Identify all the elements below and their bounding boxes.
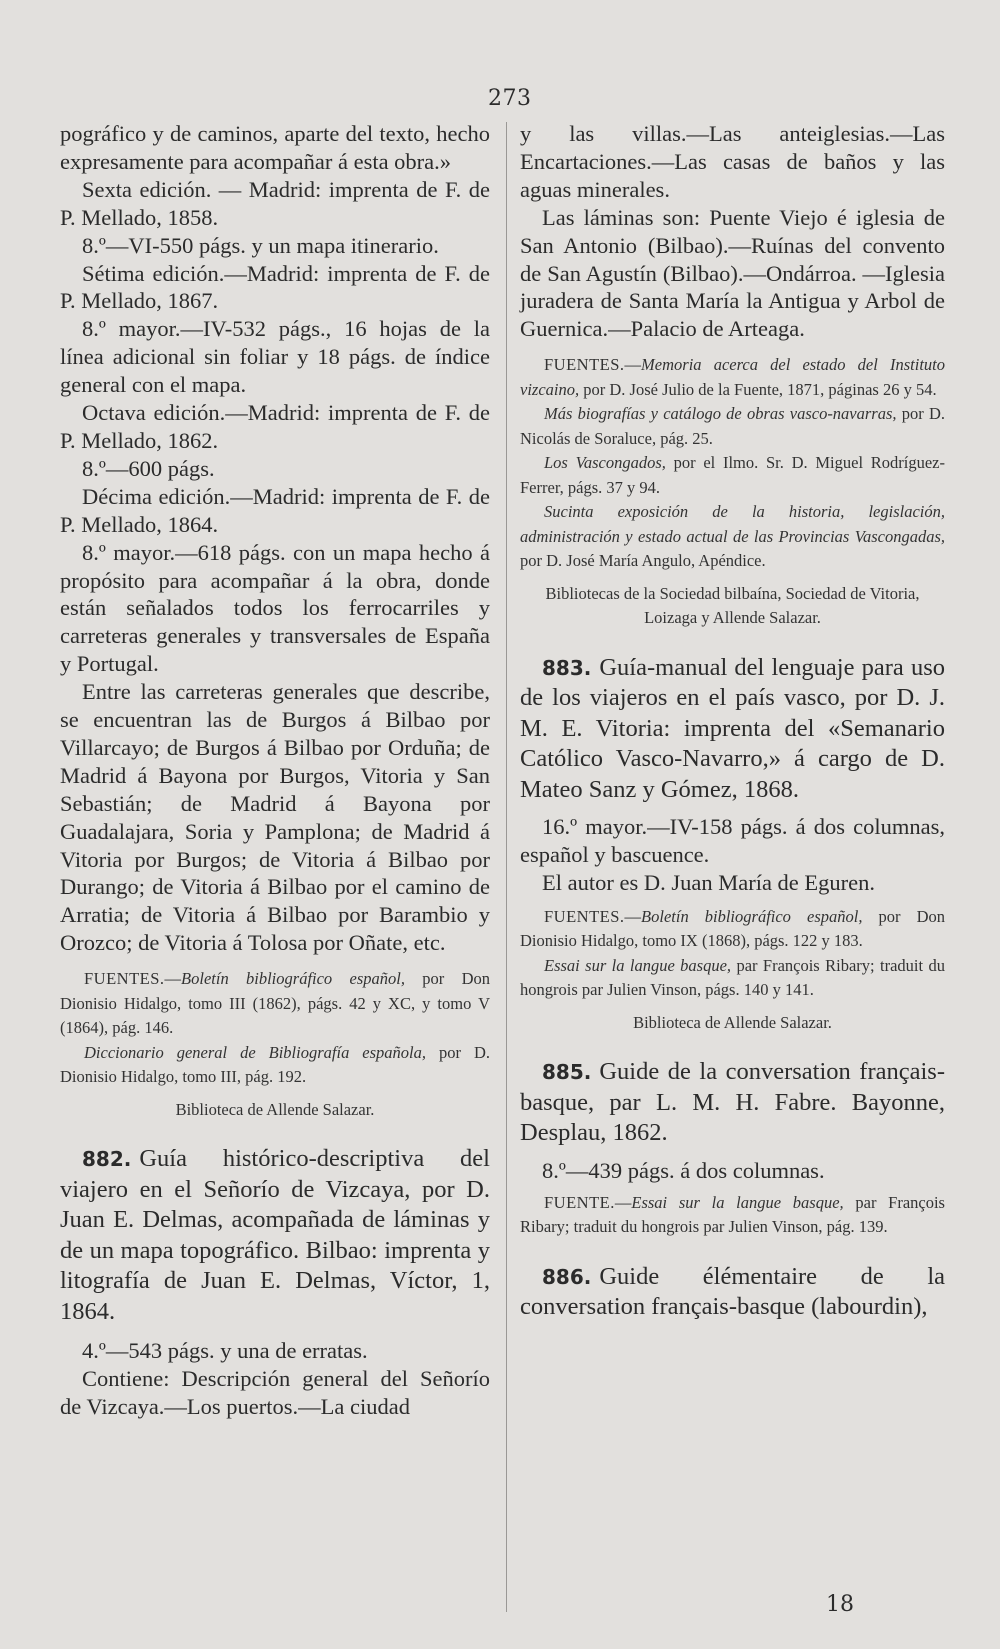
source-entry [520, 402, 945, 451]
library-note: Biblioteca de Allende Salazar. [175, 1099, 375, 1119]
paragraph: Sexta edición. — Madrid: imprenta de F. de P. Mellado, 1858. [60, 176, 490, 230]
source-entry: FUENTES.—Boletín bibliográfico español, por Don Dionisio Hidalgo, tomo III (1862), págs. 42 y XC, y tomo V (1864), pág. 146. [60, 969, 490, 1038]
entry-886 [520, 1262, 945, 1323]
column-divider [506, 122, 507, 1612]
source-entry [520, 500, 945, 574]
source-label: FUENTE. [544, 1192, 615, 1212]
sources-label: FUENTES. [84, 969, 165, 989]
source-entry: FUENTES.—Boletín bibliográfico español, por Don Dionisio Hidalgo, tomo IX (1868), págs. 122 y 183. [520, 906, 945, 951]
paragraph: y las villas.—Las anteiglesias.—Las Encartaciones.—Las casas de baños y las aguas minerales. [520, 121, 945, 202]
entry-title: Guía histórico-descriptiva del viajero en el Señorío de Vizcaya, por D. Juan E. Delmas, acompañada de láminas y de un mapa topográfico. Bilbao: imprenta y litografía de Juan E. Delmas, Víctor, 1, 1864. [60, 1145, 490, 1325]
paragraph: Sétima edición.—Madrid: imprenta de F. de P. Mellado, 1867. [60, 260, 490, 314]
library-note: Biblioteca de Allende Salazar. [633, 1012, 832, 1032]
source-title: Boletín bibliográfico español, [181, 969, 405, 989]
source-entry [60, 1041, 490, 1090]
source-detail: por D. José María Angulo, Apéndice. [520, 551, 766, 571]
source-detail: par François Ribary; traduit du hongrois par Julien Vinson, págs. 140 y 141. [520, 955, 945, 1000]
entry-title: Guide élémentaire de la conversation français-basque (labourdin), [520, 1262, 945, 1321]
paragraph: 4.º—543 págs. y una de erratas. [82, 1338, 368, 1364]
paragraph: Entre las carreteras generales que describe, se encuentran las de Burgos á Bilbao por Villarcayo; de Burgos á Bilbao por Orduña; de Madrid á Bayona por Burgos, Vitoria y San Sebastián; de Madrid á Bayona por Guadalajara, Soria y Pamplona; de Madrid á Vitoria por Burgos; de Vitoria á Bilbao por Durango; de Vitoria á Bilbao por el camino de Arratia; de Vitoria á Bilbao por Barambio y Orozco; de Vitoria á Tolosa por Oñate, etc. [60, 679, 490, 956]
sources-block [60, 967, 490, 1122]
paragraph: El autor es D. Juan María de Eguren. [542, 870, 876, 896]
source-detail: por Don Dionisio Hidalgo, tomo III (1862), págs. 42 y XC, y tomo V (1864), pág. 146. [60, 969, 490, 1038]
paragraph: Décima edición.—Madrid: imprenta de F. de P. Mellado, 1864. [60, 483, 490, 537]
source-entry [520, 451, 945, 500]
source-title: Los Vascongados, [544, 453, 666, 473]
page-number: 273 [488, 86, 532, 111]
folio-signature: 18 [826, 1592, 854, 1617]
source-title: Boletín bibliográfico español, [641, 906, 863, 926]
source-detail: por D. Dionisio Hidalgo, tomo III, pág. 192. [60, 1042, 490, 1087]
paragraph: 8.º—VI-550 págs. y un mapa itinerario. [82, 232, 439, 258]
source-entry: FUENTES.—Memoria acerca del estado del Instituto vizcaino, por D. José Julio de la Fuente, 1871, páginas 26 y 54. [520, 355, 945, 399]
source-detail: por el Ilmo. Sr. D. Miguel Rodríguez-Ferrer, págs. 37 y 94. [520, 453, 945, 497]
left-column [60, 120, 490, 1421]
paragraph: Octava edición.—Madrid: imprenta de F. de P. Mellado, 1862. [60, 400, 490, 453]
paragraph: 8.º—600 págs. [82, 455, 215, 481]
sources-block [520, 353, 945, 631]
source-title: Diccionario general de Bibliografía española, [84, 1042, 426, 1062]
entry-heading [60, 1144, 490, 1327]
source-title: Essai sur la langue basque, [544, 955, 732, 975]
entry-title: Guía-manual del lenguaje para uso de los viajeros en el país vasco, por D. J. M. E. Vitoria: imprenta del «Semanario Católico Vasco-Navarro,» á cargo de D. Mateo Sanz y Gómez, 1868. [520, 653, 945, 803]
source-detail: par François Ribary; traduit du hongrois par Julien Vinson, pág. 139. [520, 1192, 945, 1237]
sources-block [520, 905, 945, 1036]
source-title: Sucinta exposición de la historia, legislación, administración y estado actual de las Provincias Vascongadas, [520, 502, 945, 546]
source-detail: por D. Nicolás de Soraluce, pág. 25. [520, 404, 945, 448]
entry-number: 885. [542, 1060, 592, 1085]
paragraph: 8.º mayor.—618 págs. con un mapa hecho á propósito para acompañar á la obra, donde están señalados todos los ferrocarriles y carreteras generales y transversales de España y Portugal. [60, 539, 490, 677]
source-title: Más biografías y catálogo de obras vasco-navarras, [544, 404, 897, 424]
entry-number: 883. [542, 655, 592, 680]
source-detail: por Don Dionisio Hidalgo, tomo IX (1868), págs. 122 y 183. [520, 906, 945, 951]
entry-882 [60, 1144, 490, 1421]
right-column [520, 120, 945, 1323]
source-title: Essai sur la langue basque, [631, 1192, 844, 1212]
entry-heading [520, 1262, 945, 1323]
paragraph: Las láminas son: Puente Viejo é iglesia de San Antonio (Bilbao).—Ruínas del convento de San Agustín (Bilbao).—Ondárroa. —Iglesia juradera de Santa María la Antigua y Arbol de Guernica.—Palacio de Arteaga. [520, 204, 945, 342]
paragraph: Contiene: Descripción general del Señorío de Vizcaya.—Los puertos.—La ciudad [60, 1366, 490, 1419]
sources-label: FUENTES. [544, 355, 625, 375]
source-detail: por D. José Julio de la Fuente, 1871, páginas 26 y 54. [579, 379, 937, 399]
entry-heading [520, 1057, 945, 1149]
source-title: Memoria acerca del estado del Instituto vizcaino, [520, 355, 945, 399]
entry-883 [520, 653, 945, 1036]
paragraph: 8.º mayor.—IV-532 págs., 16 hojas de la línea adicional sin foliar y 18 págs. de índice general con el mapa. [60, 316, 490, 398]
entry-heading [520, 653, 945, 806]
library-note: Bibliotecas de la Sociedad bilbaína, Sociedad de Vitoria, Loizaga y Allende Salazar. [545, 583, 920, 628]
entry-number: 882. [82, 1147, 132, 1172]
entry-885 [520, 1057, 945, 1239]
paragraph: 16.º mayor.—IV-158 págs. á dos columnas, español y bascuence. [520, 814, 945, 868]
sources-label: FUENTES. [544, 906, 625, 926]
source-entry [520, 954, 945, 1003]
entry-title: Guide de la conversation français-basque, par L. M. H. Fabre. Bayonne, Desplau, 1862. [520, 1058, 945, 1147]
paragraph: pográfico y de caminos, aparte del texto, hecho expresamente para acompañar á esta obra.» [60, 121, 490, 174]
entry-number: 886. [542, 1264, 592, 1289]
source-entry: FUENTE.—Essai sur la langue basque, par François Ribary; traduit du hongrois par Julien Vinson, pág. 139. [520, 1192, 945, 1237]
paragraph: 8.º—439 págs. á dos columnas. [542, 1157, 825, 1183]
